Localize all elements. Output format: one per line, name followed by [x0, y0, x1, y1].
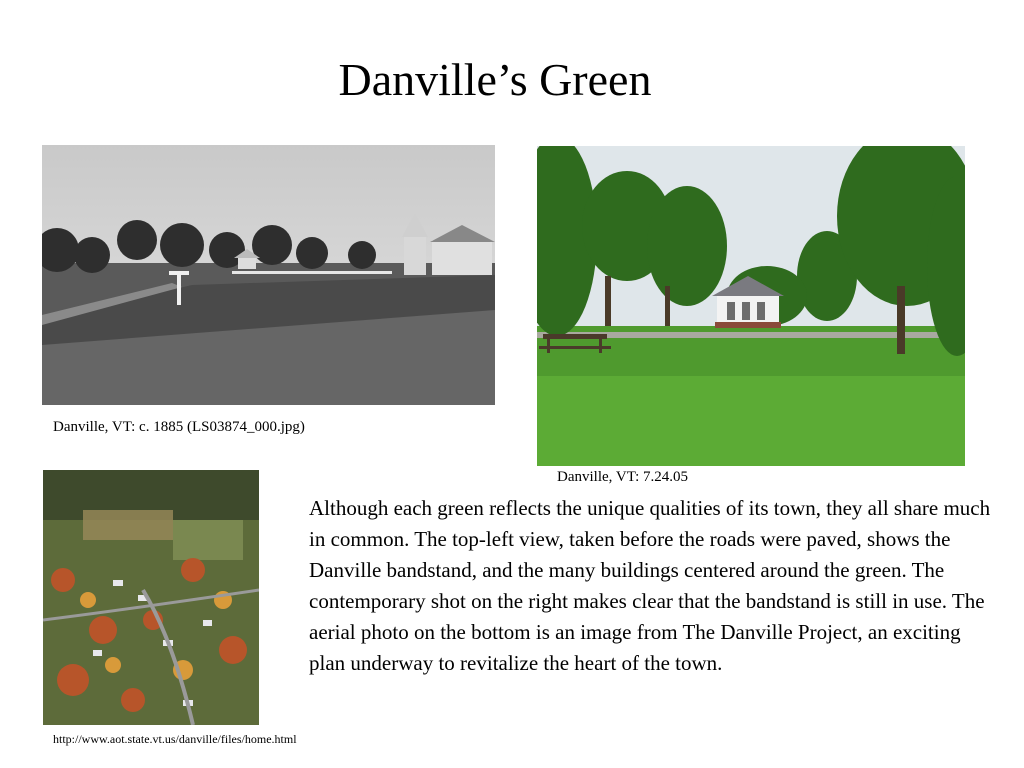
aerial-town-photo: [43, 470, 259, 725]
modern-green-photo: [537, 146, 965, 466]
historic-photo-caption: Danville, VT: c. 1885 (LS03874_000.jpg): [53, 419, 305, 435]
source-url: http://www.aot.state.vt.us/danville/files/home.html: [53, 732, 297, 746]
historic-green-photo: [42, 145, 495, 405]
slide-title: Danville’s Green: [338, 54, 652, 105]
modern-photo-caption: Danville, VT: 7.24.05: [557, 469, 689, 485]
description-paragraph: Although each green reflects the unique qualities of its town, they all share much in common. The top-left view, taken before the roads were paved, shows the Danville bandstand, and the many buildings centered around the green. The contemporary shot on the right makes clear that the bandstand is still in use. The aerial photo on the bottom is an image from The Danville Project, an exciting plan underway to revitalize the heart of the town.: [309, 496, 991, 675]
